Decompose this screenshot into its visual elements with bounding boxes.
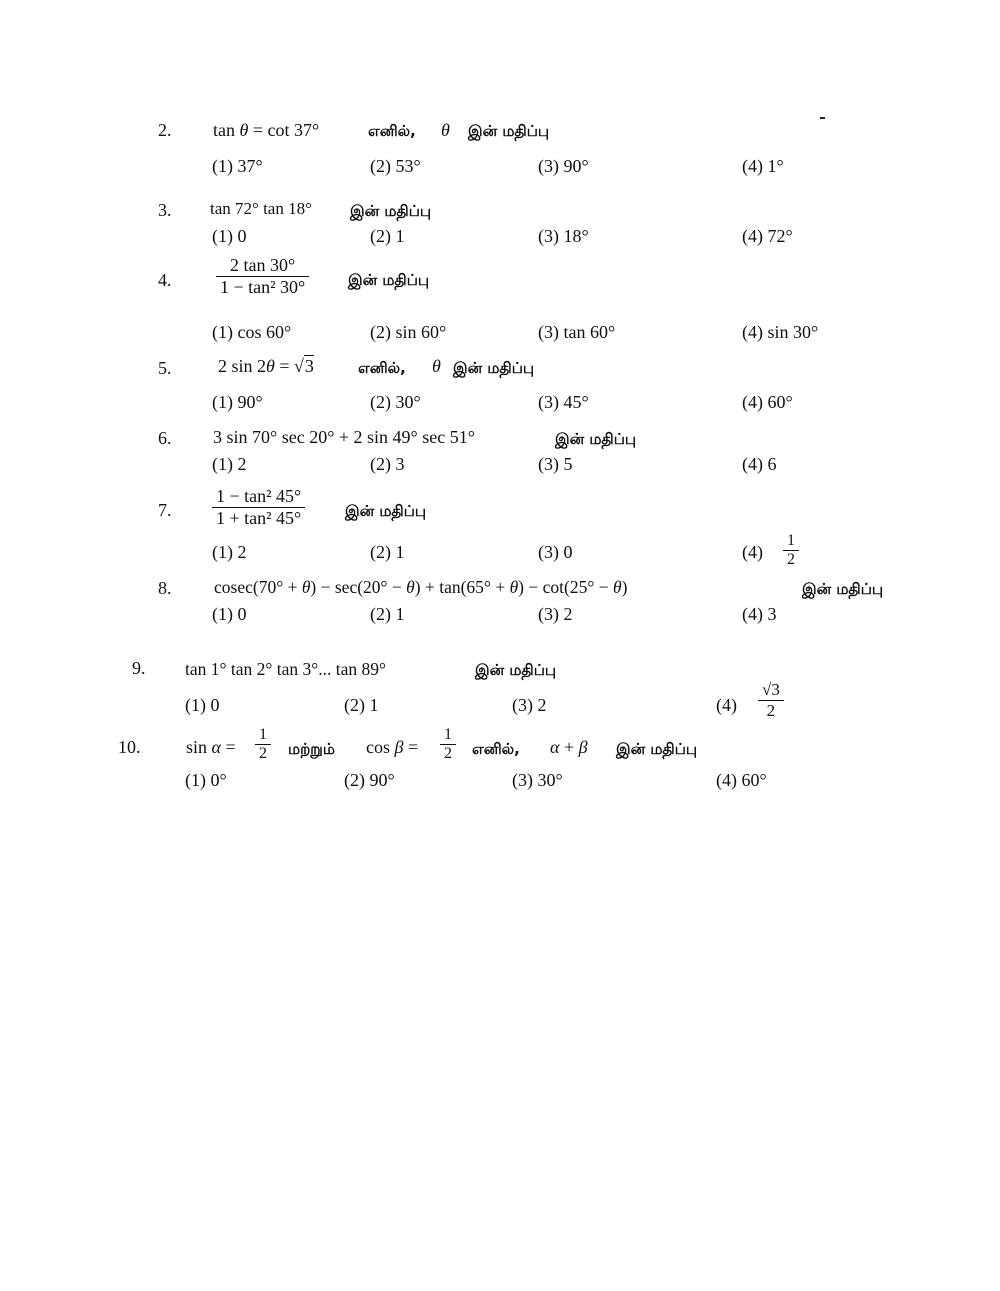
theta-symbol: θ [432, 356, 441, 376]
question-expression: cosec(70° + θ) − sec(20° − θ) + tan(65° + θ) − cot(25° − θ) [214, 577, 628, 597]
question-expression-sin: sin α = [186, 737, 236, 757]
option-4[interactable]: (4) 3 [742, 604, 777, 624]
option-2[interactable]: (2) sin 60° [370, 322, 447, 342]
question-expression: tan θ = cot 37° [213, 120, 320, 140]
question-suffix-if: எனில், [368, 122, 416, 140]
option-1[interactable]: (1) 2 [212, 454, 247, 474]
question-number: 5. [158, 358, 172, 378]
option-2[interactable]: (2) 30° [370, 392, 421, 412]
option-3[interactable]: (3) 18° [538, 226, 589, 246]
option-3[interactable]: (3) 45° [538, 392, 589, 412]
numerator: √3 [762, 680, 780, 699]
option-4[interactable]: (4) sin 30° [742, 322, 819, 342]
denominator: 2 [783, 550, 799, 569]
question-number: 9. [132, 658, 146, 678]
question-expression: 2 sin 2θ = √3 [218, 356, 314, 376]
question-expression: tan 1° tan 2° tan 3°... tan 89° [185, 659, 387, 679]
question-suffix: இன் மதிப்பு [555, 430, 637, 448]
option-2[interactable]: (2) 1 [370, 542, 405, 562]
question-number: 10. [118, 737, 141, 757]
option-1[interactable]: (1) 0 [185, 695, 220, 715]
question-suffix: இன் மதிப்பு [453, 359, 535, 377]
option-4[interactable]: (4) [742, 542, 763, 562]
denominator: 1 − tan² 30° [216, 276, 309, 298]
question-number: 6. [158, 428, 172, 448]
question-conjunction: மற்றும் [288, 740, 335, 758]
option-3[interactable]: (3) 90° [538, 156, 589, 176]
option-2[interactable]: (2) 3 [370, 454, 405, 474]
option-4[interactable]: (4) 72° [742, 226, 793, 246]
question-expression: tan 72° tan 18° [210, 199, 312, 218]
fraction [212, 486, 305, 529]
question-number: 2. [158, 120, 172, 140]
option-3[interactable]: (3) tan 60° [538, 322, 616, 342]
question-suffix: இன் மதிப்பு [802, 580, 884, 598]
question-expression: 3 sin 70° sec 20° + 2 sin 49° sec 51° [213, 427, 475, 447]
option-1[interactable]: (1) 90° [212, 392, 263, 412]
denominator: 1 + tan² 45° [212, 507, 305, 529]
question-suffix: இன் மதிப்பு [348, 271, 430, 289]
option-4[interactable]: (4) [716, 695, 737, 715]
question-number: 3. [158, 200, 172, 220]
question-expression-sum: α + β [550, 737, 588, 757]
option-2[interactable]: (2) 1 [344, 695, 379, 715]
option-1[interactable]: (1) 37° [212, 156, 263, 176]
theta-symbol: θ [441, 120, 450, 140]
option-4[interactable]: (4) 60° [716, 770, 767, 790]
option-3[interactable]: (3) 0 [538, 542, 573, 562]
option-2[interactable]: (2) 53° [370, 156, 421, 176]
option-4-fraction[interactable] [758, 680, 784, 721]
option-2[interactable]: (2) 1 [370, 226, 405, 246]
fraction [216, 255, 309, 298]
numerator: 1 − tan² 45° [216, 486, 302, 506]
option-2[interactable]: (2) 90° [344, 770, 395, 790]
question-suffix-if: எனில், [358, 359, 406, 377]
option-3[interactable]: (3) 2 [538, 604, 573, 624]
question-suffix: இன் மதிப்பு [468, 122, 550, 140]
question-number: 8. [158, 578, 172, 598]
denominator: 2 [758, 700, 784, 721]
question-suffix: இன் மதிப்பு [350, 202, 432, 220]
question-suffix: இன் மதிப்பு [475, 661, 557, 679]
option-1[interactable]: (1) cos 60° [212, 322, 292, 342]
option-4[interactable]: (4) 60° [742, 392, 793, 412]
option-2[interactable]: (2) 1 [370, 604, 405, 624]
fraction: $\frac{1}{2}$ [440, 726, 456, 763]
question-number: 4. [158, 270, 172, 290]
option-1[interactable]: (1) 2 [212, 542, 247, 562]
option-3[interactable]: (3) 30° [512, 770, 563, 790]
option-4[interactable]: (4) 1° [742, 156, 784, 176]
question-number: 7. [158, 500, 172, 520]
question-suffix-if: எனில், [472, 740, 520, 758]
fraction: $\frac{1}{2}$ [255, 726, 271, 763]
option-4[interactable]: (4) 6 [742, 454, 777, 474]
question-suffix: இன் மதிப்பு [345, 502, 427, 520]
option-3[interactable]: (3) 5 [538, 454, 573, 474]
numerator: 1 [787, 532, 795, 549]
numerator: 2 tan 30° [230, 255, 296, 275]
question-suffix: இன் மதிப்பு [616, 740, 698, 758]
option-4-fraction[interactable] [783, 532, 799, 569]
question-expression-cos: cos β = [366, 737, 419, 757]
stray-mark [820, 117, 825, 119]
option-1[interactable]: (1) 0° [185, 770, 227, 790]
option-1[interactable]: (1) 0 [212, 226, 247, 246]
option-3[interactable]: (3) 2 [512, 695, 547, 715]
option-1[interactable]: (1) 0 [212, 604, 247, 624]
